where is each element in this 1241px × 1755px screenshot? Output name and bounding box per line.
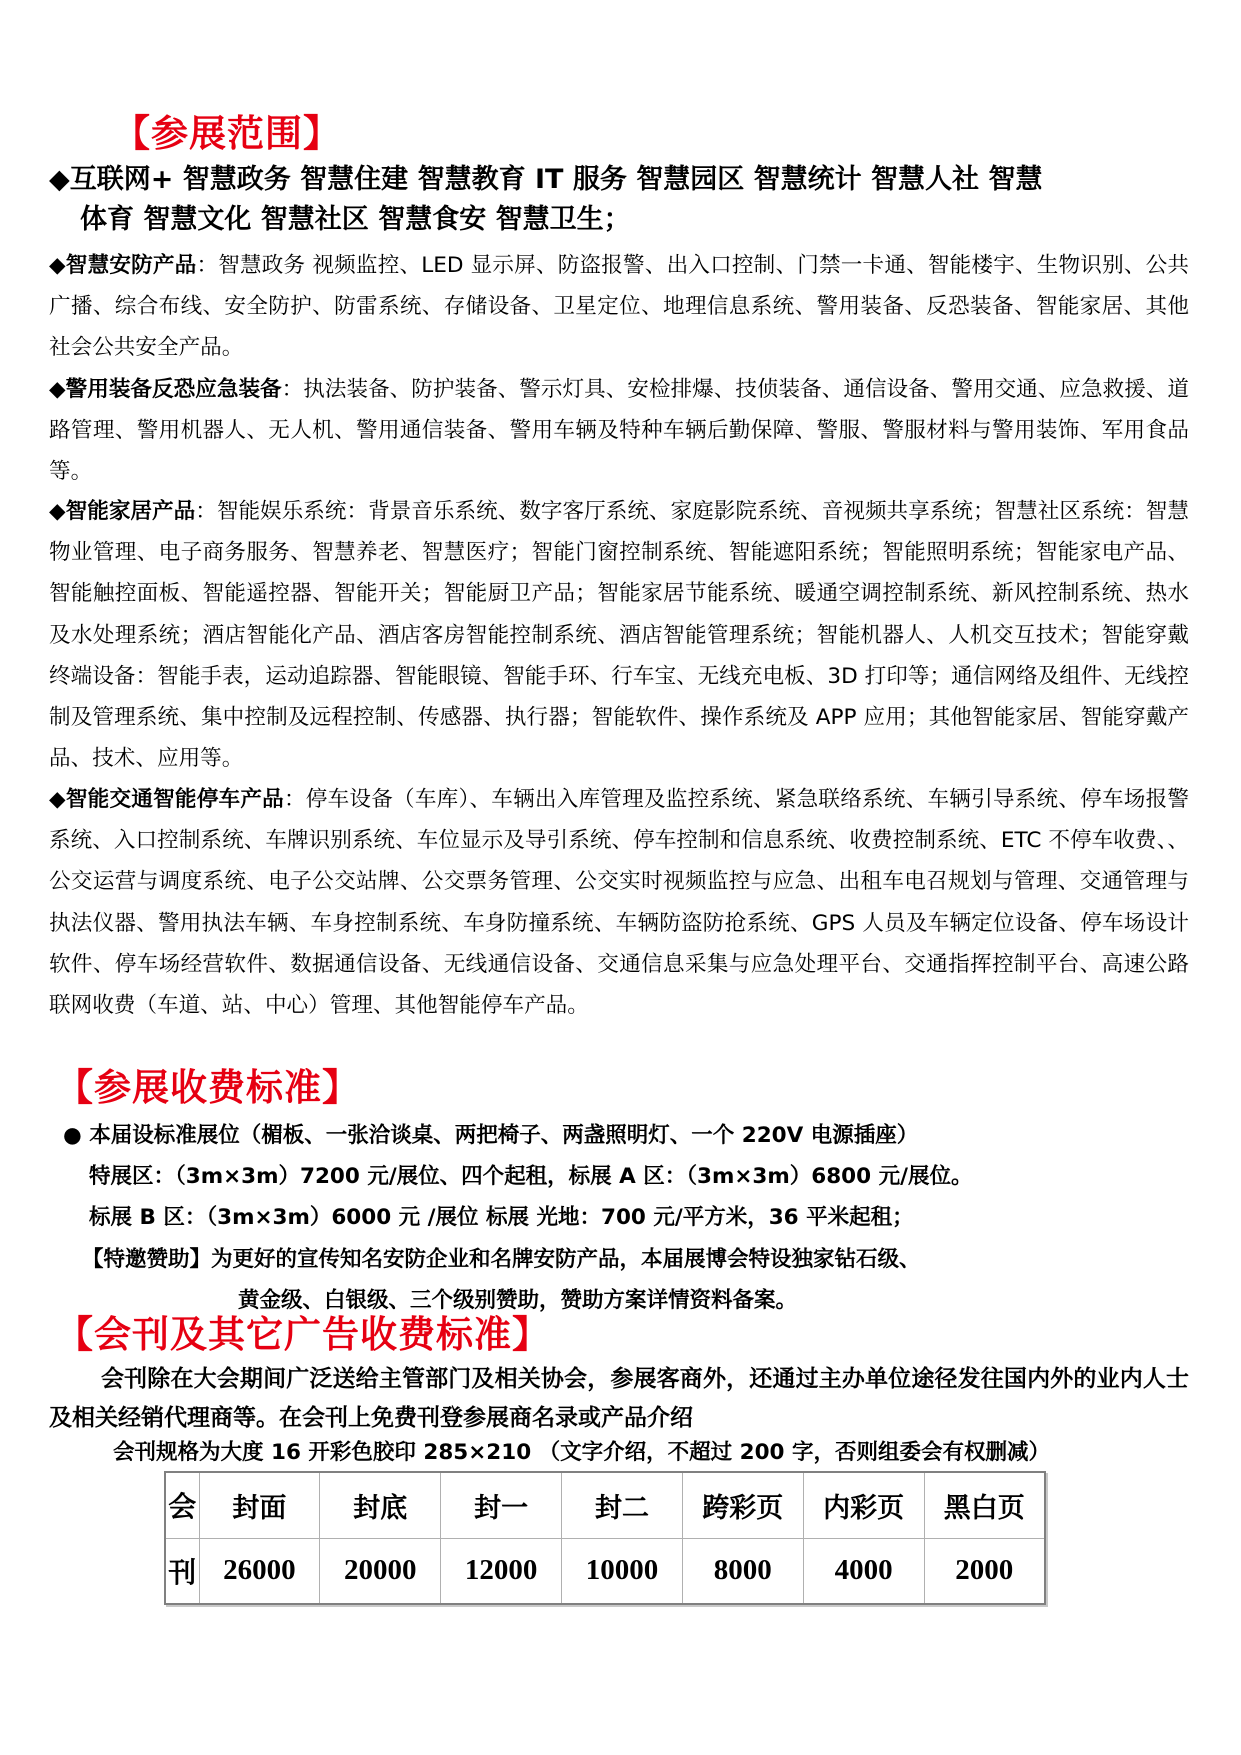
intro-line-2: 体育 智慧文化 智慧社区 智慧食安 智慧卫生； xyxy=(80,204,631,235)
paragraph-lead: ◆警用装备反恐应急装备 xyxy=(49,377,282,402)
section-heading-exhibit-scope: 【参展范围】 xyxy=(113,112,341,155)
section-heading-fee-standard: 【参展收费标准】 xyxy=(56,1066,360,1109)
fee-line-sponsorship-levels: 黄金级、白银级、三个级别赞助，赞助方案详情资料备案。 xyxy=(238,1288,798,1313)
catalog-spec: 会刊规格为大度 16 开彩色胶印 285×210 （文字介绍，不超过 200 字，否则组委会有权删减） xyxy=(113,1440,1050,1465)
paragraph-body: ：停车设备（车库）、车辆出入库管理及监控系统、紧急联络系统、车辆引导系统、停车场报警系统、入口控制系统、车牌识别系统、车位显示及导引系统、停车控制和信息系统、收费控制系统、ETC 不停车收费、、公交运营与调度系统、电子公交站牌、公交票务管理、公交实时视频监控与应急、出租车电召规划与管理、交通管理与执法仪器、警用执法车辆、车身控制系统、车身防撞系统、车辆防盗防抢系统、GPS 人员及车辆定位设备、停车场设计软件、停车场经营软件、数据通信设备、无线通信设备、交通信息采集与应急处理平台、交通指挥控制平台、高速公路联网收费（车道、站、中心）管理、其他智能停车产品。 xyxy=(49,787,1190,1019)
row-head-cell: 刊 xyxy=(165,1538,199,1604)
paragraph-lead: ◆智能交通智能停车产品 xyxy=(49,787,284,812)
column-header: 封一 xyxy=(441,1472,562,1538)
price-cell: 10000 xyxy=(562,1538,683,1604)
column-header: 封二 xyxy=(562,1472,683,1538)
paragraph-smart-home xyxy=(49,491,1189,779)
column-header: 封面 xyxy=(199,1472,320,1538)
paragraph-lead: ◆智慧安防产品 xyxy=(49,253,197,278)
fee-line-standard-booth: ● 本届设标准展位（楣板、一张洽谈桌、两把椅子、两盏照明灯、一个 220V 电源插座） xyxy=(63,1123,919,1148)
paragraph-smart-traffic xyxy=(49,779,1189,1026)
paragraph-lead: ◆智能家居产品 xyxy=(49,499,196,524)
column-header: 内彩页 xyxy=(803,1472,924,1538)
column-header: 黑白页 xyxy=(924,1472,1045,1538)
fee-line-area-b: 标展 B 区：（3m×3m）6000 元 /展位 标展 光地：700 元/平方米，36 平米起租； xyxy=(89,1205,914,1230)
fee-line-special-area: 特展区：（3m×3m）7200 元/展位、四个起租，标展 A 区：（3m×3m）6800 元/展位。 xyxy=(89,1164,973,1189)
section-heading-catalog-ads: 【会刊及其它广告收费标准】 xyxy=(56,1313,550,1356)
column-header: 跨彩页 xyxy=(682,1472,803,1538)
catalog-description: 会刊除在大会期间广泛送给主管部门及相关协会，参展客商外，还通过主办单位途径发往国内外的业内人士及相关经销代理商等。在会刊上免费刊登参展商名录或产品介绍 xyxy=(49,1366,1189,1431)
ad-price-table xyxy=(164,1471,1046,1605)
paragraph-body: ：智能娱乐系统：背景音乐系统、数字客厅系统、家庭影院系统、音视频共享系统；智慧社区系统：智慧物业管理、电子商务服务、智慧养老、智慧医疗；智能门窗控制系统、智能遮阳系统；智能照明系统；智能家电产品、智能触控面板、智能遥控器、智能开关；智能厨卫产品；智能家居节能系统、暖通空调控制系统、新风控制系统、热水及水处理系统；酒店智能化产品、酒店客房智能控制系统、酒店智能管理系统；智能机器人、人机交互技术；智能穿戴终端设备：智能手表，运动追踪器、智能眼镜、智能手环、行车宝、无线充电板、3D 打印等；通信网络及组件、无线控制及管理系统、集中控制及远程控制、传感器、执行器；智能软件、操作系统及 APP 应用；其他智能家居、智能穿戴产品、技术、应用等。 xyxy=(49,499,1189,772)
paragraph-security-products xyxy=(49,245,1189,369)
intro-line-1: ◆互联网+ 智慧政务 智慧住建 智慧教育 IT 服务 智慧园区 智慧统计 智慧人社 智慧 xyxy=(49,164,1043,195)
price-cell: 2000 xyxy=(924,1538,1045,1604)
paragraph-police-equipment xyxy=(49,369,1189,493)
paragraph-body: ：智慧政务 视频监控、LED 显示屏、防盗报警、出入口控制、门禁一卡通、智能楼宇、生物识别、公共广播、综合布线、安全防护、防雷系统、存储设备、卫星定位、地理信息系统、警用装备、反恐装备、智能家居、其他社会公共安全产品。 xyxy=(49,253,1189,361)
price-cell: 4000 xyxy=(803,1538,924,1604)
price-cell: 26000 xyxy=(199,1538,320,1604)
price-cell: 8000 xyxy=(682,1538,803,1604)
price-cell: 20000 xyxy=(320,1538,441,1604)
price-cell: 12000 xyxy=(441,1538,562,1604)
table-row-header xyxy=(165,1472,1045,1538)
paragraph-body: ：执法装备、防护装备、警示灯具、安检排爆、技侦装备、通信设备、警用交通、应急救援、道路管理、警用机器人、无人机、警用通信装备、警用车辆及特种车辆后勤保障、警服、警服材料与警用装饰、军用食品等。 xyxy=(49,377,1189,485)
row-head-cell: 会 xyxy=(165,1472,199,1538)
table-row-prices xyxy=(165,1538,1045,1604)
column-header: 封底 xyxy=(320,1472,441,1538)
fee-line-sponsorship: 【特邀赞助】为更好的宣传知名安防企业和名牌安防产品，本届展博会特设独家钻石级、 xyxy=(82,1247,921,1272)
